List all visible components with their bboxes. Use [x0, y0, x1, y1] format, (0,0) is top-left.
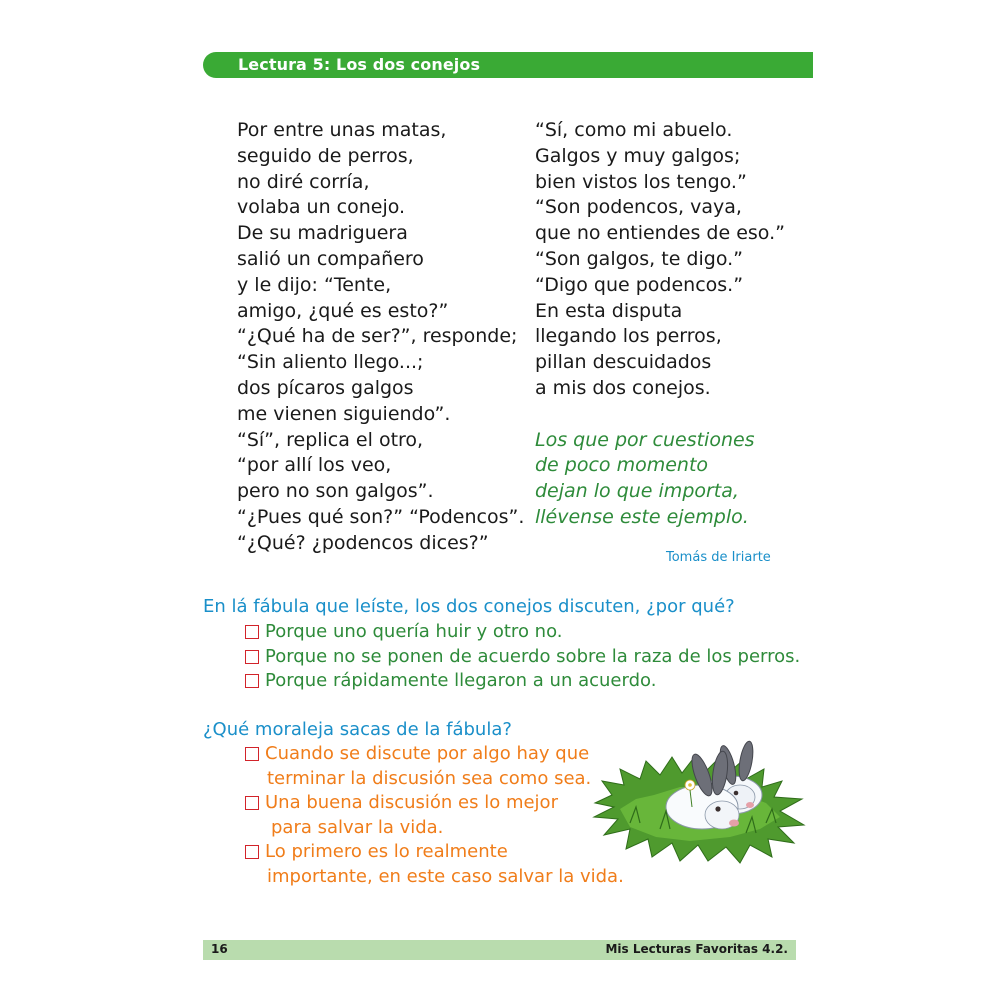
page-number: 16: [211, 942, 228, 956]
poem-line: “Son podencos, vaya,: [535, 196, 742, 219]
poem-line: “¿Qué ha de ser?”, responde;: [237, 325, 518, 348]
poem-right-column: [535, 118, 785, 531]
answer-option[interactable]: [245, 645, 800, 670]
answer-option[interactable]: [245, 669, 800, 694]
poem-line: pero no son galgos”.: [237, 480, 434, 503]
lesson-title-bar: [203, 52, 813, 78]
poem-line: que no entiendes de eso.”: [535, 222, 785, 245]
moral-line: llévense este ejemplo.: [535, 505, 749, 528]
answer-checkbox[interactable]: [245, 625, 259, 639]
poem-line: volaba un conejo.: [237, 196, 406, 219]
book-title: Mis Lecturas Favoritas 4.2.: [605, 942, 788, 956]
poem-line: “Son galgos, te digo.”: [535, 247, 744, 270]
poem-line: a mis dos conejos.: [535, 376, 711, 399]
poem-line: Por entre unas matas,: [237, 119, 447, 141]
poem-line: Galgos y muy galgos;: [535, 144, 741, 167]
answer-option-line: Una buena discusión es lo mejor: [265, 792, 558, 813]
poem-line: llegando los perros,: [535, 325, 722, 348]
answer-option-line: Porque no se ponen de acuerdo sobre la raza de los perros.: [265, 645, 801, 667]
answer-option-text: [265, 645, 800, 670]
poem-moral: [535, 428, 785, 531]
answer-option-text: [265, 840, 624, 889]
answer-checkbox[interactable]: [245, 650, 259, 664]
question-1-text: En lá fábula que leíste, los dos conejos discuten, ¿por qué?: [203, 596, 735, 617]
poem-line: “Digo que podencos.”: [535, 273, 744, 296]
poem-line: De su madriguera: [237, 222, 408, 245]
answer-option-line: Porque rápidamente llegaron a un acuerdo.: [265, 670, 657, 691]
answer-option-text: [265, 742, 591, 791]
poem-author: Tomás de Iriarte: [666, 550, 771, 565]
poem-line: amigo, ¿qué es esto?”: [237, 299, 449, 322]
poem-left-column: [237, 118, 524, 557]
answer-option-line: Lo primero es lo realmente: [265, 841, 508, 862]
rabbits-on-grass-illustration: [590, 725, 810, 865]
poem-line: y le dijo: “Tente,: [237, 273, 392, 296]
poem-line: salió un compañero: [237, 247, 424, 270]
poem-line: “¿Qué? ¿podencos dices?”: [237, 531, 489, 554]
lesson-title: Lectura 5: Los dos conejos: [238, 55, 481, 74]
answer-option-text: [265, 620, 563, 645]
answer-checkbox[interactable]: [245, 845, 259, 859]
question-2-text: ¿Qué moraleja sacas de la fábula?: [203, 719, 512, 740]
answer-checkbox[interactable]: [245, 747, 259, 761]
answer-option-line: para salvar la vida.: [271, 816, 444, 838]
poem-line: pillan descuidados: [535, 351, 712, 374]
answer-option-text: [265, 669, 656, 694]
poem-line: “Sin aliento llego...;: [237, 351, 424, 374]
poem-line: “Sí, como mi abuelo.: [535, 119, 733, 141]
answer-option-text: [265, 791, 558, 840]
question-1-options: [245, 620, 800, 694]
answer-checkbox[interactable]: [245, 796, 259, 810]
poem-line: “por allí los veo,: [237, 454, 392, 477]
footer-bar: [203, 940, 796, 960]
poem-line: no diré corría,: [237, 170, 370, 193]
answer-option-line: Cuando se discute por algo hay que: [265, 743, 590, 764]
answer-option-line: importante, en este caso salvar la vida.: [267, 865, 624, 887]
poem-line: “Sí”, replica el otro,: [237, 428, 424, 451]
answer-option[interactable]: [245, 791, 624, 840]
poem-line: En esta disputa: [535, 299, 683, 322]
moral-line: de poco momento: [535, 454, 709, 477]
poem-line: seguido de perros,: [237, 144, 414, 167]
poem-line: “¿Pues qué son?” “Podencos”.: [237, 505, 525, 528]
answer-option-line: terminar la discusión sea como sea.: [267, 767, 592, 789]
poem-line: bien vistos los tengo.”: [535, 170, 747, 193]
answer-option[interactable]: [245, 620, 800, 645]
poem-line: me vienen siguiendo”.: [237, 402, 451, 425]
answer-option-line: Porque uno quería huir y otro no.: [265, 621, 563, 642]
answer-option[interactable]: [245, 840, 624, 889]
question-2-options: [245, 742, 624, 889]
moral-line: dejan lo que importa,: [535, 480, 739, 503]
answer-option[interactable]: [245, 742, 624, 791]
poem-line: dos pícaros galgos: [237, 376, 414, 399]
answer-checkbox[interactable]: [245, 674, 259, 688]
moral-line: Los que por cuestiones: [535, 428, 755, 451]
